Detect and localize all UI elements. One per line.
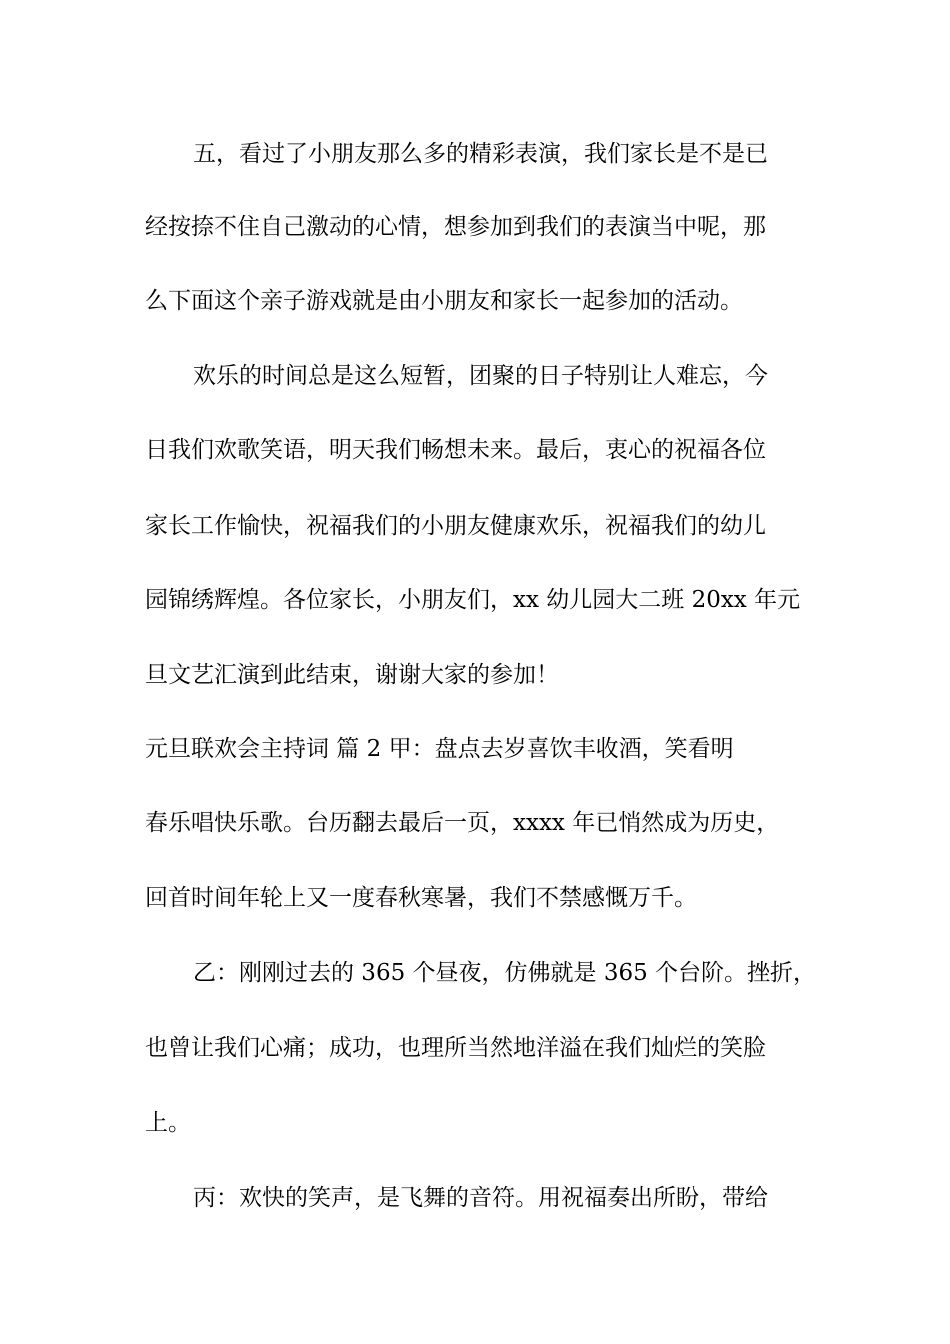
section-heading-line: 元旦联欢会主持词 篇 2 甲：盘点去岁喜饮丰收酒，笑看明 (145, 736, 734, 762)
text-line: 日我们欢歌笑语，明天我们畅想未来。最后，衷心的祝福各位 (145, 437, 766, 463)
text-line: 么下面这个亲子游戏就是由小朋友和家长一起参加的活动。 (145, 288, 743, 314)
text-line: 园锦绣辉煌。各位家长，小朋友们，xx 幼儿园大二班 20xx 年元 (145, 587, 801, 613)
text-line: 欢乐的时间总是这么短暂，团聚的日子特别让人难忘，今 (193, 363, 768, 389)
text-line: 经按捺不住自己激动的心情，想参加到我们的表演当中呢，那 (145, 214, 766, 240)
text-line: 回首时间年轮上又一度春秋寒暑，我们不禁感慨万千。 (145, 885, 697, 911)
text-line: 旦文艺汇演到此结束，谢谢大家的参加！ (145, 662, 559, 688)
text-line: 家长工作愉快，祝福我们的小朋友健康欢乐，祝福我们的幼儿 (145, 513, 766, 539)
text-line: 上。 (145, 1110, 191, 1136)
text-line: 丙：欢快的笑声，是飞舞的音符。用祝福奏出所盼，带给 (193, 1185, 768, 1211)
text-line: 乙：刚刚过去的 365 个昼夜，仿佛就是 365 个台阶。挫折， (193, 960, 817, 986)
text-line: 五，看过了小朋友那么多的精彩表演，我们家长是不是已 (193, 141, 768, 167)
text-line: 春乐唱快乐歌。台历翻去最后一页，xxxx 年已悄然成为历史， (145, 810, 780, 836)
text-line: 也曾让我们心痛；成功，也理所当然地洋溢在我们灿烂的笑脸 (145, 1035, 766, 1061)
